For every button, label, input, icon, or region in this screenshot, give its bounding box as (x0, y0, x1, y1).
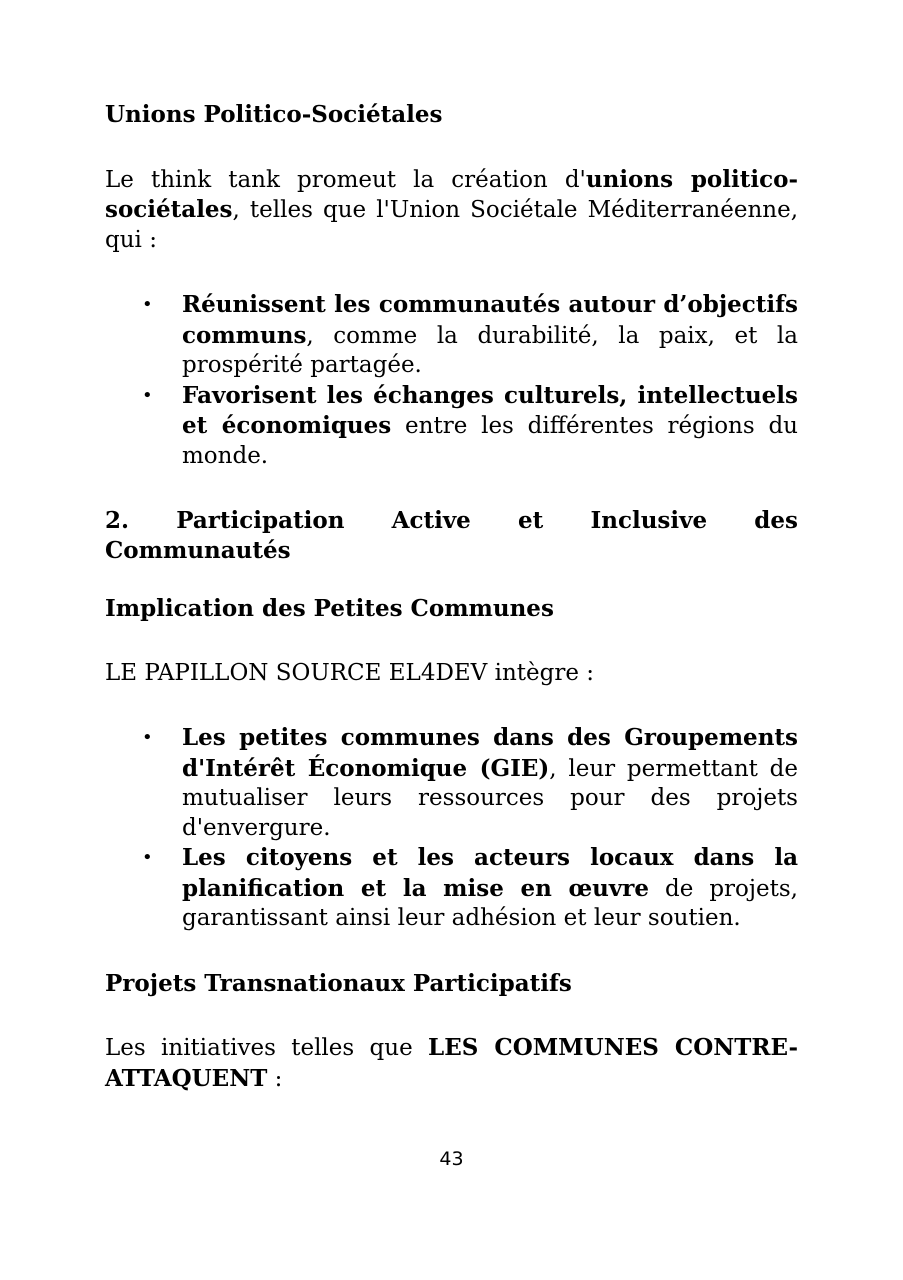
paragraph-text: : (267, 1065, 283, 1092)
page-number: 43 (439, 1148, 464, 1170)
heading-implication-petites-communes: Implication des Petites Communes (105, 595, 554, 622)
list-item (142, 723, 798, 843)
bullet-icon: • (142, 847, 153, 868)
section-title-word: Participation (176, 507, 345, 534)
list-item (142, 290, 798, 381)
list-item-bold-text: Réunissent les communautés autour d’objectifs communs (182, 291, 798, 349)
paragraph-initiatives (105, 1033, 798, 1094)
paragraph-bold-text: LES COMMUNES CONTRE-ATTAQUENT (105, 1034, 798, 1092)
section-title-word: et (518, 507, 544, 534)
paragraph-text: , telles que l'Union Sociétale Méditerranéenne, qui : (105, 197, 798, 253)
bullet-icon: • (142, 727, 153, 748)
paragraph-text: Le think tank promeut la création d' (105, 166, 586, 193)
paragraph-text: Les initiatives telles que (105, 1035, 429, 1061)
list-item-bold-text: Les petites communes dans des Groupements d'Intérêt Économique (GIE) (182, 724, 798, 782)
bullet-list-unions (105, 290, 798, 471)
list-item-text: entre les différentes régions du monde. (182, 413, 798, 469)
paragraph-bold-text: unions politico-sociétales (105, 165, 798, 223)
section-title-line (105, 506, 798, 536)
list-item-bold-text: Les citoyens et les acteurs locaux dans la planification et la mise en œuvre (182, 844, 798, 902)
bullet-list-communes (105, 723, 798, 934)
section-title-participation (105, 506, 798, 565)
list-item-bold-text: Favorisent les échanges culturels, intellectuels et économiques (182, 381, 798, 439)
section-title-word: 2. (105, 507, 130, 534)
heading-unions-politico-societales: Unions Politico-Sociétales (105, 101, 443, 128)
list-item (142, 381, 798, 472)
bullet-icon: • (142, 384, 153, 406)
section-title-word: des (754, 507, 798, 534)
paragraph-papillon-source: LE PAPILLON SOURCE EL4DEV intègre : (105, 659, 595, 686)
paragraph-think-tank (105, 165, 798, 256)
section-title-word: Active (391, 507, 471, 534)
list-item (142, 843, 798, 934)
list-item-text: , leur permettant de mutualiser leurs ressources pour des projets d'envergure. (182, 755, 798, 841)
page-content (105, 100, 798, 1094)
list-item-text: , comme la durabilité, la paix, et la prospérité partagée. (182, 322, 798, 378)
heading-projets-transnationaux: Projets Transnationaux Participatifs (105, 969, 572, 997)
list-item-text: de projets, garantissant ainsi leur adhésion et leur soutien. (182, 875, 798, 931)
bullet-icon: • (142, 294, 153, 315)
section-title-line: Communautés (105, 536, 291, 564)
section-title-word: Inclusive (590, 507, 708, 534)
